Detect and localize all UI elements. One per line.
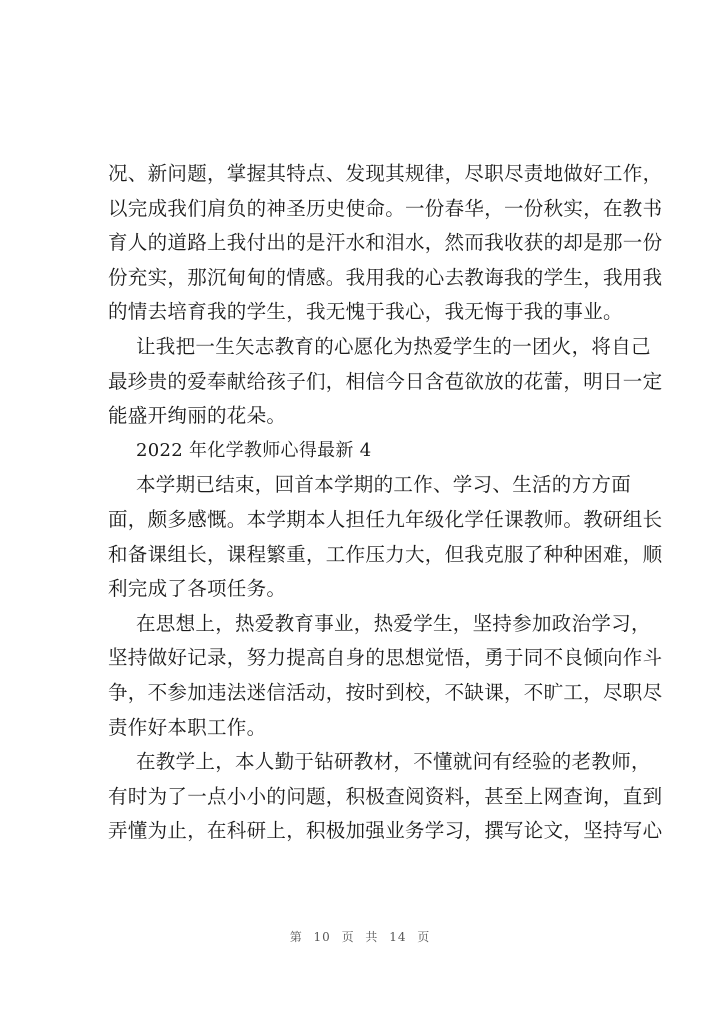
text-line: 能盛开绚丽的花朵。 <box>108 404 287 428</box>
text-line: 最珍贵的爱奉献给孩子们，相信今日含苞欲放的花蕾，明日一定 <box>108 369 663 393</box>
text-line: 有时为了一点小小的问题，积极查阅资料，甚至上网查询，直到 <box>108 784 663 808</box>
text-line: 在思想上，热爱教育事业，热爱学生，坚持参加政治学习， <box>136 611 651 635</box>
text-line: 争，不参加违法迷信活动，按时到校，不缺课，不旷工，尽职尽 <box>108 680 663 704</box>
page-number-footer: 第 10 页 共 14 页 <box>289 930 431 944</box>
text-line: 在教学上，本人勤于钻研教材，不懂就问有经验的老教师， <box>136 750 651 774</box>
document-body <box>108 157 663 849</box>
text-line: 弄懂为止，在科研上，积极加强业务学习，撰写论文，坚持写心 <box>108 819 663 843</box>
text-line: 责作好本职工作。 <box>108 715 267 739</box>
text-line: 坚持做好记录，努力提高自身的思想觉悟，勇于同不良倾向作斗 <box>108 646 663 670</box>
text-line: 份充实，那沉甸甸的情感。我用我的心去教诲我的学生，我用我 <box>108 265 663 289</box>
text-line: 利完成了各项任务。 <box>108 577 287 601</box>
text-line: 以完成我们肩负的神圣历史使命。一份春华，一份秋实，在教书 <box>108 196 663 220</box>
text-line: 本学期已结束，回首本学期的工作、学习、生活的方方面 <box>136 473 632 497</box>
text-line: 的情去培育我的学生，我无愧于我心，我无悔于我的事业。 <box>108 300 623 324</box>
text-line: 育人的道路上我付出的是汗水和泪水，然而我收获的却是那一份 <box>108 231 663 255</box>
text-line: 让我把一生矢志教育的心愿化为热爱学生的一团火，将自己 <box>136 334 651 358</box>
section-heading: 2022 年化学教师心得最新 4 <box>136 439 372 461</box>
text-line: 况、新问题，掌握其特点、发现其规律，尽职尽责地做好工作， <box>108 162 663 185</box>
text-line: 和备课组长，课程繁重，工作压力大，但我克服了种种困难，顺 <box>108 542 663 566</box>
text-line: 面，颇多感慨。本学期本人担任九年级化学任课教师。教研组长 <box>108 507 663 531</box>
